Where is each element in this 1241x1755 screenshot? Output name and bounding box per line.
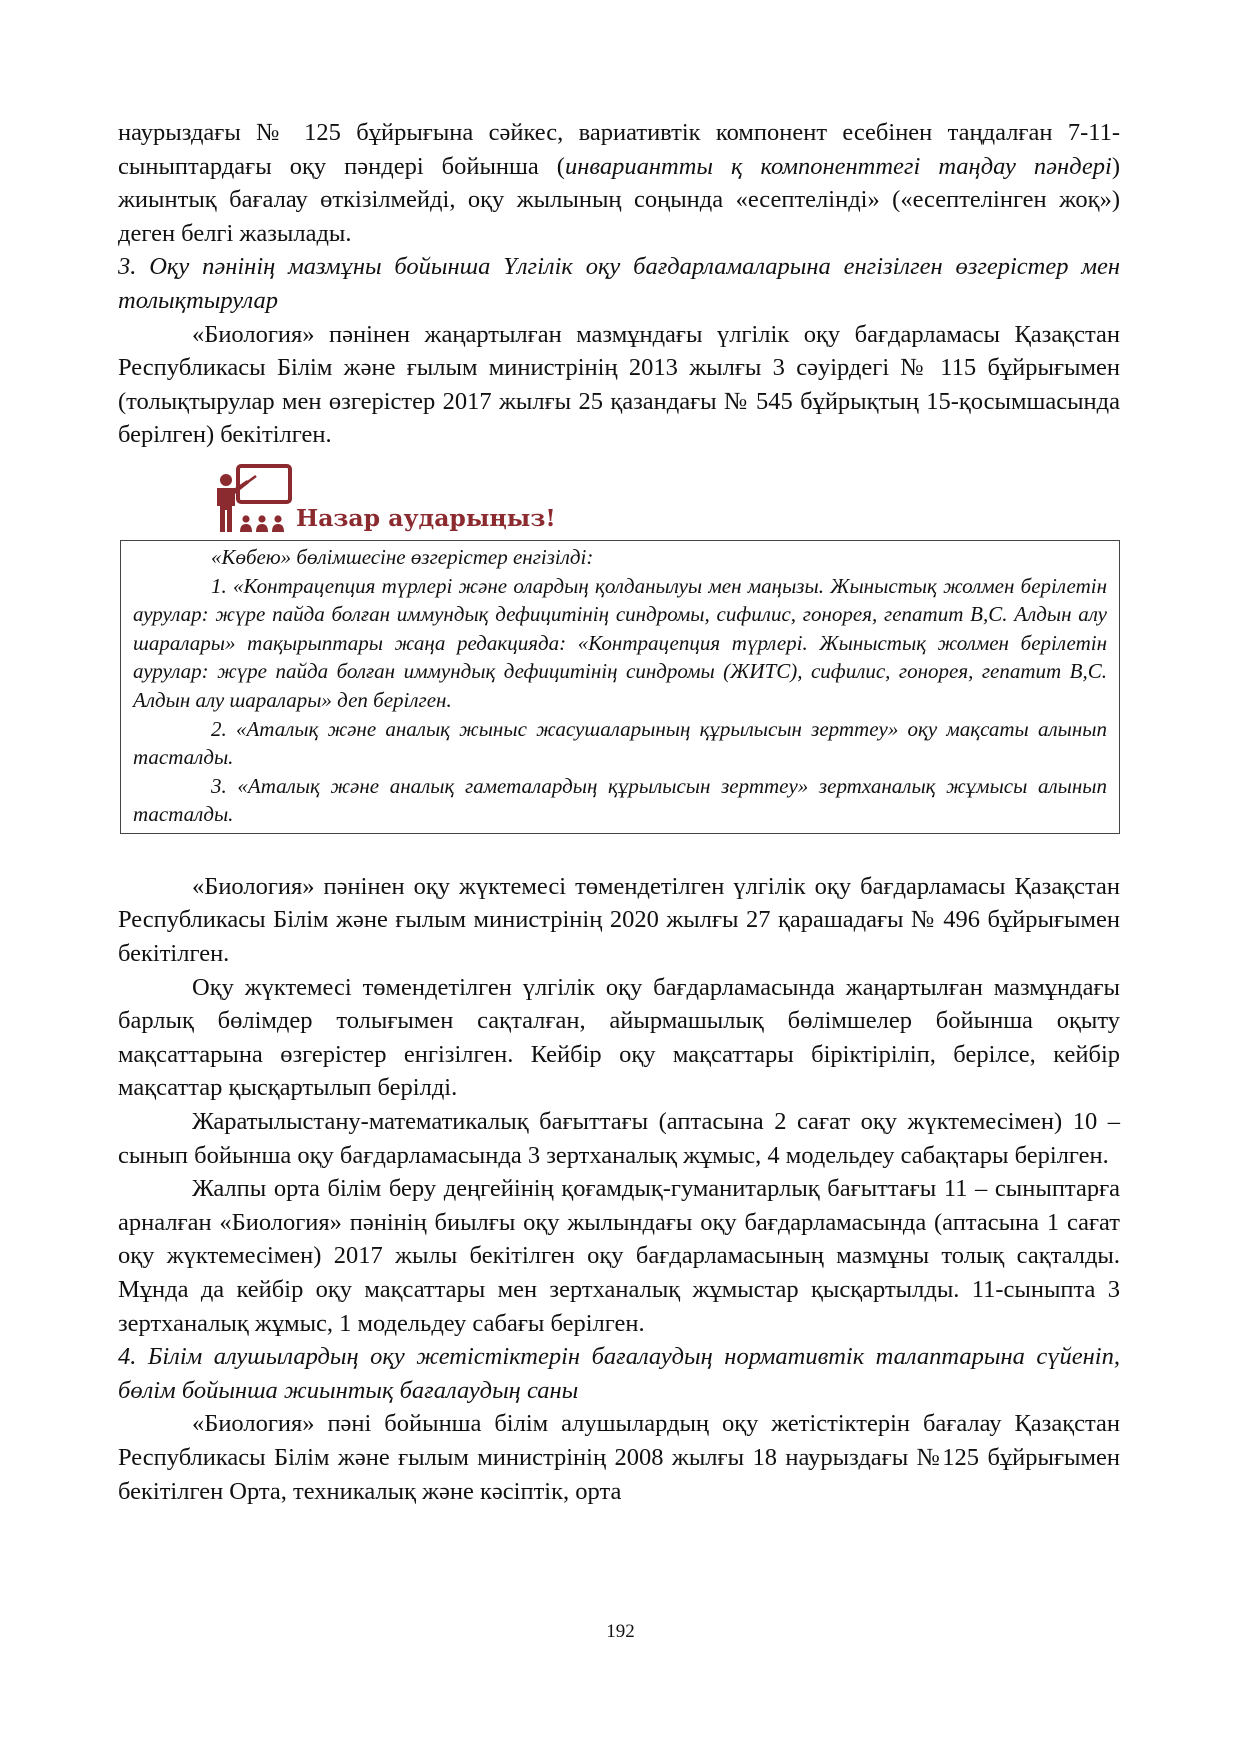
intro-text-start: наурыздағы № 125 бұйрығына сәйкес, вариативтік компонент есебінен таңдалған 7-11-сыныптардағы оқу пәндері бойынша ( xyxy=(118,119,1120,180)
intro-text-end: ) жиынтық бағалау өткізілмейді, оқу жылының соңында «есептелінді» («есептелінген жоқ») деген белгі жазылады. xyxy=(118,152,1121,247)
intro-text-italic: инвариантты қ компоненттегі таңдау пәндері xyxy=(564,152,1112,180)
section-heading-4: 4. Білім алушылардың оқу жетістіктерін бағалаудың нормативтік талаптарына сүйеніп, бөлім бойынша жиынтық бағалаудың саны xyxy=(118,1343,1120,1404)
notice-title: Назар аударыңыз! xyxy=(296,503,556,532)
notice-item-3: 3. «Аталық және аналық гаметалардың құрылысын зерттеу» зертханалық жұмысы алынып тасталды. xyxy=(133,773,1107,827)
paragraph-natural-math: Жаратылыстану-математикалық бағыттағы (аптасына 2 сағат оқу жүктемесімен) 10 – сынып бойынша оқу бағдарламасында 3 зертханалық жұмыс, 4 модельдеу сабақтары берілген. xyxy=(118,1108,1120,1169)
section-heading-3: 3. Оқу пәнінің мазмұны бойынша Үлгілік оқу бағдарламаларына енгізілген өзгерістер мен толықтырулар xyxy=(118,253,1120,314)
paragraph-biology-updated: «Биология» пәнінен жаңартылған мазмұндағы үлгілік оқу бағдарламасы Қазақстан Республикасы Білім және ғылым министрінің 2013 жылғы 3 сәуірдегі № 115 бұйрығымен (толықтырулар мен өзгерістер 2017 жылғы 25 қазандағы № 545 бұйрықтың 15-қосымшасында берілген) бекітілген. xyxy=(118,320,1120,449)
teacher-presentation-icon xyxy=(204,464,296,534)
notice-header xyxy=(204,462,1120,534)
paragraph-assessment: «Биология» пәні бойынша білім алушылардың оқу жетістіктерін бағалау Қазақстан Республикасы Білім және ғылым министрінің 2008 жылғы 18 наурыздағы №125 бұйрығымен бекітілген Орта, техникалық және кәсіптік, орта xyxy=(118,1410,1120,1505)
paragraph-reduced-load: «Биология» пәнінен оқу жүктемесі төмендетілген үлгілік оқу бағдарламасы Қазақстан Республикасы Білім және ғылым министрінің 2020 жылғы 27 қарашадағы № 496 бұйрығымен бекітілген. xyxy=(118,872,1120,968)
paragraph-humanities: Жалпы орта білім беру деңгейінің қоғамдық-гуманитарлық бағыттағы 11 – сыныптарға арналған «Биология» пәнінің биылғы оқу жылындағы оқу бағдарламасында (аптасына 1 сағат оқу жүктемесімен) 2017 жылы бекітілген оқу бағдарламасының мазмұны толық сақталды. Мұнда да кейбір оқу мақсаттары мен зертханалық жұмыстар қысқартылды. 11-сыныпта 3 зертханалық жұмыс, 1 модельдеу сабағы берілген. xyxy=(118,1175,1120,1337)
notice-item-1: 1. «Контрацепция түрлері және олардың қолданылуы мен маңызы. Жыныстық жолмен берілетін аурулар: жүре пайда болған иммундық дефицитінің синдромы, сифилис, гонорея, гепатит В,С. Алдын алу шаралары» тақырыптары жаңа редакцияда: «Контрацепция түрлері. Жыныстық жолмен берілетін аурулар: жүре пайда болған иммундық дефицитінің синдромы (ЖИТС), сифилис, гонорея, гепатит В,С. Алдын алу шаралары» деп берілген. xyxy=(133,573,1107,712)
paragraph-sections-kept: Оқу жүктемесі төмендетілген үлгілік оқу бағдарламасында жаңартылған мазмұндағы барлық бөлімдер толығымен сақталған, айырмашылық бөлімшелер бойынша оқыту мақсаттарына өзгерістер енгізілген. Кейбір оқу мақсаттары біріктіріліп, берілсе, кейбір мақсаттар қысқартылып берілді. xyxy=(118,973,1120,1102)
page-number: 192 xyxy=(606,1621,635,1642)
document-page xyxy=(118,116,1120,1508)
notice-intro: «Көбею» бөлімшесіне өзгерістер енгізілді: xyxy=(211,544,594,569)
notice-box xyxy=(120,540,1120,834)
notice-item-2: 2. «Аталық және аналық жыныс жасушаларының құрылысын зерттеу» оқу мақсаты алынып тасталды. xyxy=(133,716,1107,770)
paragraph-intro xyxy=(118,116,1120,250)
